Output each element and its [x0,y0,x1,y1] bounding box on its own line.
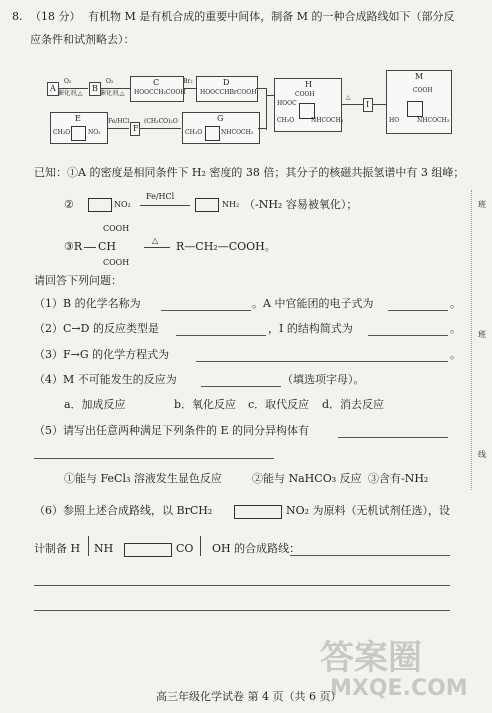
q5-blank-1[interactable] [338,437,448,438]
q6-text-c: 计制备 H [34,542,81,555]
reagent-o2-1: O₂ [64,78,72,85]
compound-G-right: NHCOCH₃ [221,129,254,136]
compound-I-box [363,98,373,112]
q6-text-b: NO₂ 为原料（无机试剂任选），设 [286,504,451,517]
reagent-ac2o: (CH₃CO)₂O [144,118,178,125]
q2-blank-1[interactable] [176,335,266,336]
q6-text-a: （6）参照上述合成路线，以 BrCH₂ [34,504,213,517]
q3-blank[interactable] [196,361,448,362]
compound-H-nh: NHCOCH₃ [311,117,344,124]
arrow-E-F [107,128,129,129]
reagent-br2: Br₂ [183,78,193,85]
condition-cat-1: 催化剂,△ [58,90,83,97]
compound-M-box [386,70,452,134]
option-c: c．取代反应 [248,398,310,411]
side-mark-2: 班 [478,330,486,339]
arrow-B-C [100,88,130,89]
known-two-note: （-NH₂ 容易被氧化）； [244,198,358,211]
known-three-num: ③R [64,240,83,253]
arrow-A-B [58,88,88,89]
known-three-delta: △ [152,236,159,245]
compound-I-label: I [366,100,370,109]
question-intro-1: 有机物 M 是有机合成的重要中间体，制备 M 的一种合成路线如下（部分反 [88,10,455,23]
q5-blank-2[interactable] [34,458,274,459]
known-two-no2: NO₂ [114,200,131,209]
q1-text-a: （1）B 的化学名称为 [34,297,141,310]
q6-text-d: NH [94,542,114,555]
compound-M-nh: NHCOCH₃ [417,117,450,124]
compound-E-left: CH₃O [53,129,71,136]
known-three-product: R—CH₂—COOH。 [176,240,276,253]
question-number: 8. [12,10,23,23]
compound-E-ring [71,126,86,141]
compound-H-cooh2: HOOC [277,100,297,107]
compound-H-label: H [305,80,312,89]
compound-F-label: F [133,124,139,133]
compound-D-formula: HOOCCHBrCOOH [200,89,257,96]
known-two-nh2: NH₂ [222,200,240,209]
condition-1: ①能与 FeCl₃ 溶液发生显色反应 [64,472,222,485]
compound-G-ring [205,126,220,141]
option-d: d．消去反应 [322,398,385,411]
q3-text-c: 。 [450,348,461,361]
compound-D-label: D [223,78,230,87]
compound-E-box [50,112,108,144]
q3-text-a: （3）F→G 的化学方程式为 [34,348,170,361]
compound-H-ch3o: CH₃O [277,117,295,124]
q6-ring-2 [124,543,172,557]
q6-answer-line-3[interactable] [34,610,450,611]
known-lead: 已知：①A 的密度是相同条件下 H₂ 密度的 38 倍；其分子的核磁共振氢谱中有 3 组峰； [34,166,465,179]
compound-C-label: C [153,78,160,87]
page-footer: 高三年级化学试卷 第 4 页（共 6 页） [156,690,342,703]
compound-M-cooh: COOH [413,87,433,94]
known-three-cooh1: COOH [103,224,130,233]
known-two-ring [88,198,112,212]
known-three-arrow [144,247,170,248]
q2-text-c: 。 [450,322,461,335]
compound-E-right: NO₂ [88,129,101,136]
connector-G [258,128,267,129]
arrow-H-I [341,104,363,105]
arrow-F-G [139,128,181,129]
condition-3: ③含有-NH₂ [368,472,429,485]
binding-margin [471,190,486,490]
reagent-fe-hcl: Fe/HCl [108,118,130,125]
known-three-cooh2: COOH [103,258,130,267]
q1-blank-2[interactable] [388,310,448,311]
compound-H-cooh: COOH [295,91,315,98]
compound-H-box [274,78,342,132]
q5-text-a: （5）请写出任意两种满足下列条件的 E 的同分异构体有 [34,424,310,437]
compound-G-left: CH₃O [185,129,203,136]
connector-D [256,88,266,89]
compound-B-label: B [92,84,98,93]
q2-text-a: （2）C→D 的反应类型是 [34,322,159,335]
known-two-ring-2 [195,198,219,212]
compound-M-ho: HO [389,117,400,124]
q6-answer-line-2[interactable] [34,585,450,586]
reagent-o2-2: O₂ [106,78,114,85]
option-a: a．加成反应 [64,398,126,411]
q1-text-c: 。 [450,297,461,310]
question-score: （18 分） [30,10,81,23]
compound-G-box [182,112,260,144]
q6-text-f: OH 的合成路线： [212,542,301,555]
compound-E-label: E [75,114,81,123]
arrow-to-H [266,95,274,96]
compound-C-formula: HOOCCH₂COOH [134,89,186,96]
q4-text-a: （4）M 不可能发生的反应为 [34,373,177,386]
known-two-arrow [140,205,190,206]
q6-bracket-left [88,536,89,556]
arrow-C-D [183,88,196,89]
q1-blank-1[interactable] [161,310,251,311]
q6-bracket-right [200,536,201,556]
known-three-bond [84,247,96,248]
question-intro-2: 应条件和试剂略去）： [30,33,135,46]
option-b: b．氧化反应 [174,398,237,411]
watermark-url: MXQE.COM [330,676,468,701]
side-mark-1: 班 [478,200,486,209]
q1-text-b: 。A 中官能团的电子式为 [252,297,374,310]
compound-M-ring [407,101,423,117]
condition-2: ②能与 NaHCO₃ 反应 [252,472,362,485]
q6-answer-line-1[interactable] [290,555,450,556]
compound-G-label: G [217,114,224,123]
condition-delta: △ [346,94,351,101]
q6-text-e: CO [176,542,194,555]
ask-line: 请回答下列问题： [34,274,122,287]
q2-blank-2[interactable] [368,335,448,336]
compound-M-label: M [415,72,424,81]
compound-A-label: A [50,84,56,93]
condition-cat-2: 催化剂,△ [100,90,125,97]
known-two-num: ② [64,198,74,211]
q4-blank[interactable] [201,386,281,387]
watermark-text: 答案圈 [320,638,422,678]
q2-text-b: ，I 的结构简式为 [268,322,353,335]
arrow-I-M [372,104,386,105]
compound-F-box [130,122,140,136]
known-three-ch: CH [98,240,117,253]
compound-D-box [196,76,258,102]
known-two-reagent: Fe/HCl [146,192,175,201]
side-mark-3: 线 [478,450,486,459]
q6-ring-1 [234,505,282,519]
q4-text-b: （填选项字母）。 [282,373,365,386]
compound-C-box [130,76,184,102]
